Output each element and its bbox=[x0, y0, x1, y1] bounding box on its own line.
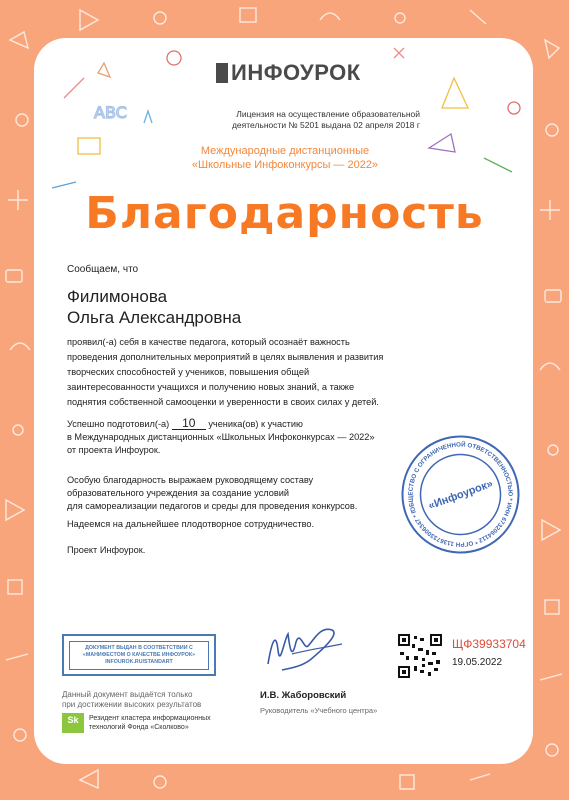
students-count: 10 bbox=[172, 418, 206, 430]
contest-name bbox=[150, 144, 420, 172]
certificate-code: ЩФ39933704 bbox=[452, 637, 526, 651]
prepared-suffix: ученика(ов) к участию bbox=[208, 419, 303, 429]
infourok-logo: ИНФОУРОК bbox=[216, 60, 361, 86]
body-line: проведения дополнительных мероприятий в целях выявления и развития bbox=[67, 352, 384, 362]
certificate-title: Благодарность bbox=[85, 188, 484, 239]
skolkovo-line: Резидент кластера информационных bbox=[89, 715, 211, 722]
company-stamp bbox=[398, 432, 523, 557]
manifest-line: ДОКУМЕНТ ВЫДАН В СООТВЕТСТВИИ С bbox=[85, 644, 193, 651]
manifest-line: INFOUROK.RU/STANDART bbox=[105, 658, 173, 665]
recipient-surname: Филимонова bbox=[67, 287, 168, 306]
license-line: Лицензия на осуществление образовательной bbox=[236, 109, 420, 119]
doc-note-line: Данный документ выдаётся только bbox=[62, 690, 193, 699]
prepared-line: от проекта Инфоурок. bbox=[67, 445, 161, 455]
skolkovo-text bbox=[89, 714, 229, 732]
body-line: проявил(-а) себя в качестве педагога, который осознаёт важность bbox=[67, 337, 350, 347]
document-note bbox=[62, 690, 222, 710]
signature bbox=[262, 620, 347, 684]
doc-note-line: при достижении высоких результатов bbox=[62, 700, 202, 709]
gratitude-line: образовательного учреждения за создание условий bbox=[67, 488, 290, 498]
gratitude-line: Особую благодарность выражаем руководящему составу bbox=[67, 475, 314, 485]
prepared-prefix: Успешно подготовил(-а) bbox=[67, 419, 170, 429]
recipient-name bbox=[67, 286, 241, 328]
contest-line: «Школьные Инфоконкурсы — 2022» bbox=[191, 159, 379, 171]
recipient-given-name: Ольга Александровна bbox=[67, 308, 242, 327]
stamp-center-text: «Инфоурок» bbox=[426, 477, 495, 513]
body-line: поднятия собственной самооценки и уверенности в своих силах у детей. bbox=[67, 397, 379, 407]
skolkovo-resident bbox=[62, 713, 229, 733]
skolkovo-line: технологий Фонда «Сколково» bbox=[89, 724, 189, 731]
gratitude-line: для самореализации педагогов и среды для проведения конкурсов. bbox=[67, 501, 358, 511]
body-paragraph bbox=[67, 335, 412, 410]
signer-role: Руководитель «Учебного центра» bbox=[260, 706, 378, 715]
greeting-text: Сообщаем, что bbox=[67, 264, 139, 275]
svg-text:ABC: ABC bbox=[94, 103, 127, 122]
project-text: Проект Инфоурок. bbox=[67, 545, 146, 555]
skolkovo-logo: Sk bbox=[62, 713, 84, 733]
contest-line: Международные дистанционные bbox=[200, 145, 370, 157]
quality-manifest-badge bbox=[62, 634, 216, 676]
prepared-paragraph bbox=[67, 418, 412, 457]
stamp-ring-text: ОБЩЕСТВО С ОГРАНИЧЕННОЙ ОТВЕТСТВЕННОСТЬЮ * ИНН 6732064112 * ОГРН 1136733006347 * Г.СМОЛЕНСК bbox=[407, 441, 514, 548]
license-line: деятельности № 5201 выдана 02 апреля 2018 г bbox=[231, 120, 420, 130]
body-line: творческих способностей у учеников, повышения общей bbox=[67, 367, 310, 377]
gratitude-paragraph bbox=[67, 474, 412, 513]
manifest-line: «МАНИФЕСТОМ О КАЧЕСТВЕ ИНФОУРОК» bbox=[82, 651, 196, 658]
issue-date: 19.05.2022 bbox=[452, 657, 503, 668]
license-info bbox=[150, 109, 420, 131]
body-line: заинтересованности учащихся и получению новых знаний, а также bbox=[67, 382, 355, 392]
website-link[interactable]: infourok.ru bbox=[256, 750, 313, 764]
qr-code bbox=[398, 634, 442, 678]
prepared-line: в Международных дистанционных «Школьных Инфоконкурсах — 2022» bbox=[67, 432, 375, 442]
signer-name: И.В. Жаборовский bbox=[260, 690, 347, 701]
hope-text: Надеемся на дальнейшее плодотворное сотрудничество. bbox=[67, 519, 315, 529]
